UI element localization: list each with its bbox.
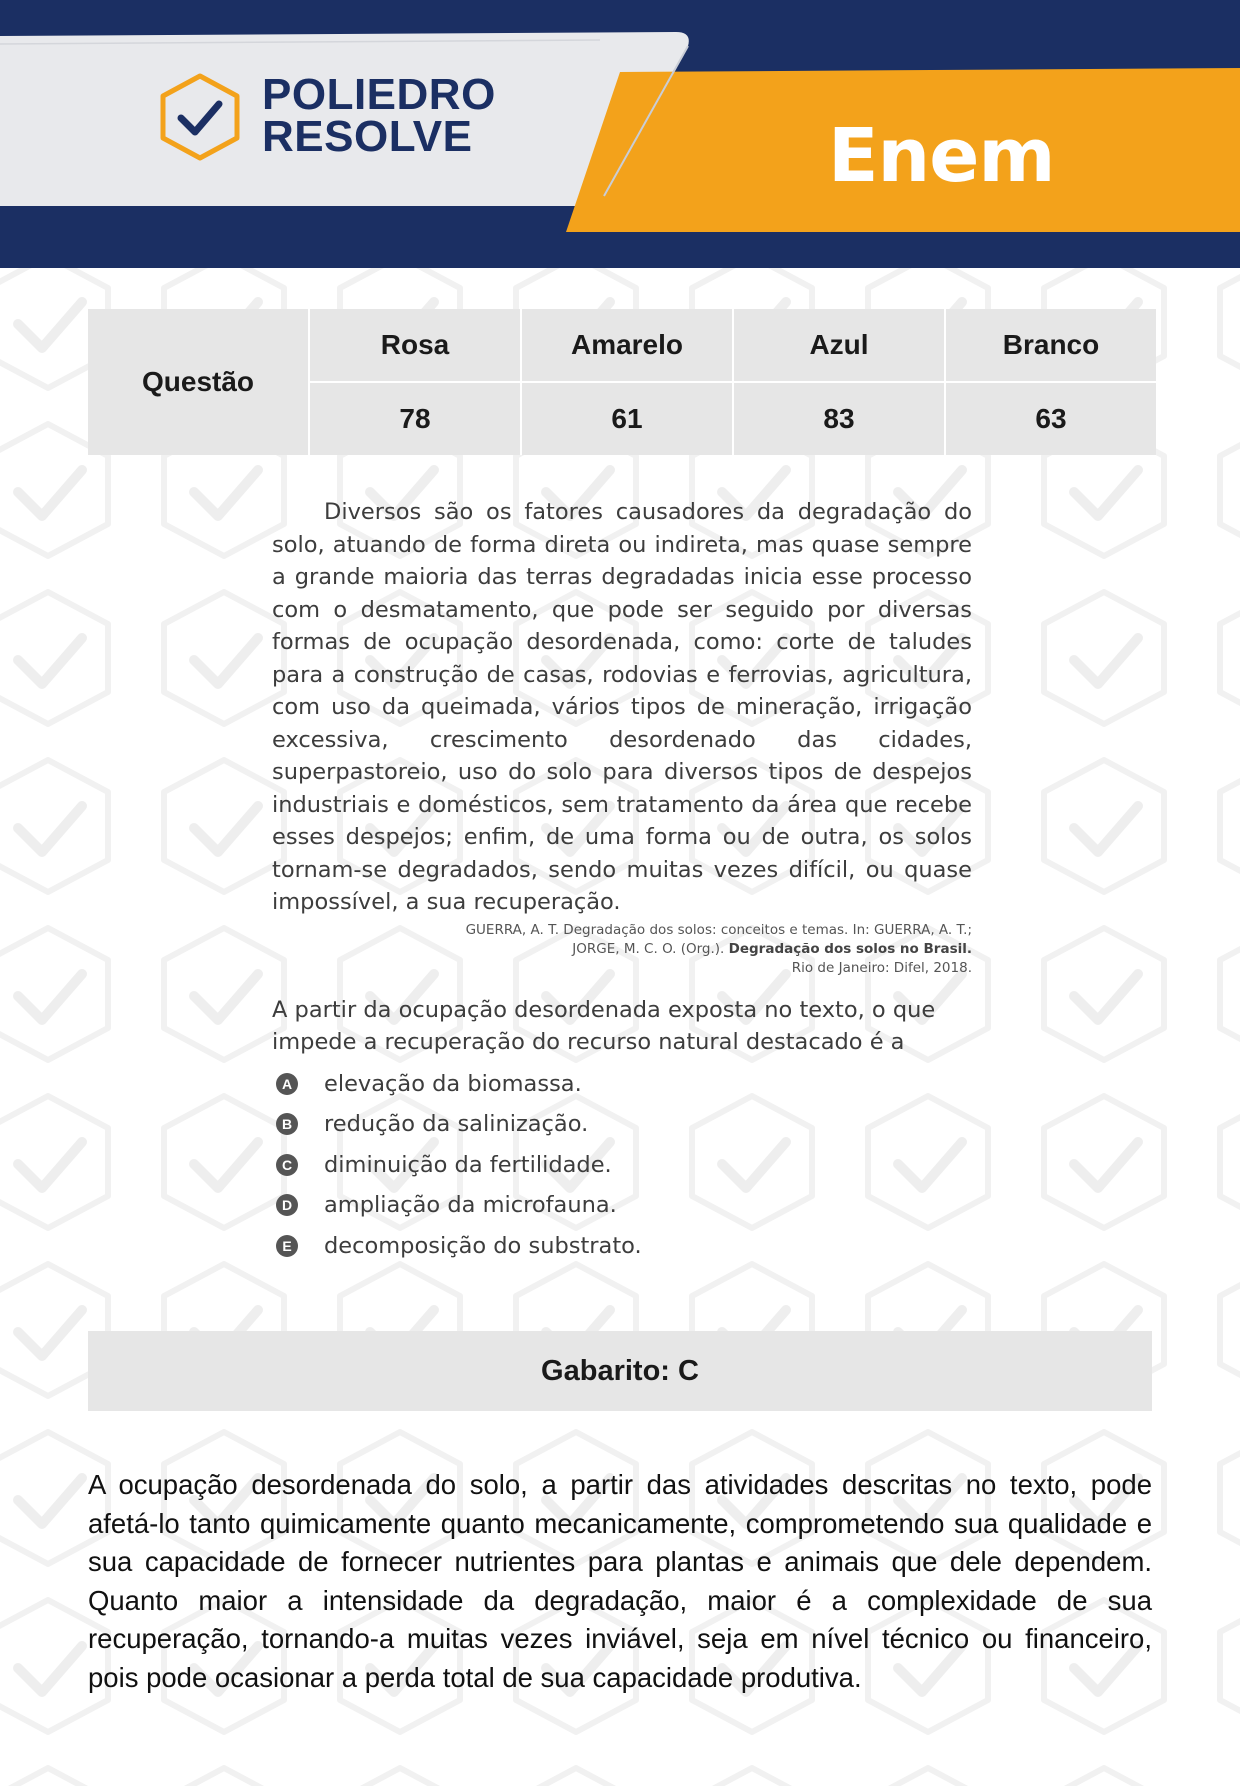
answer-key: Gabarito: C (541, 1354, 699, 1387)
alternative-text: ampliação da microfauna. (324, 1192, 617, 1219)
alternative-c (272, 1145, 972, 1186)
source-line-2 (272, 940, 972, 959)
page-header (0, 0, 1240, 268)
source-line-1: GUERRA, A. T. Degradação dos solos: conceitos e temas. In: GUERRA, A. T.; (465, 921, 972, 938)
brand-line-2: RESOLVE (262, 112, 473, 161)
source-book-title: Degradação dos solos no Brasil. (728, 940, 972, 957)
brand-line-1: POLIEDRO (262, 70, 496, 119)
alternative-letter-d-icon: D (276, 1194, 298, 1216)
checkmark-hexagon-logo-icon (155, 72, 245, 162)
question-number-table (88, 309, 1152, 455)
column-header-branco: Branco (946, 309, 1156, 381)
question-number-rosa: 78 (310, 383, 520, 455)
alternative-text: diminuição da fertilidade. (324, 1151, 612, 1178)
alternative-letter-b-icon: B (276, 1113, 298, 1135)
alternative-text: decomposição do substrato. (324, 1232, 642, 1259)
question-label: Questão (88, 309, 308, 455)
alternative-d (272, 1185, 972, 1226)
question-number-azul: 83 (734, 383, 944, 455)
column-header-azul: Azul (734, 309, 944, 381)
alternative-letter-e-icon: E (276, 1235, 298, 1257)
question-content (272, 496, 972, 1266)
exam-title: Enem (828, 113, 1055, 199)
question-source (272, 921, 972, 978)
alternative-e (272, 1226, 972, 1267)
brand-name (262, 70, 496, 161)
column-header-rosa: Rosa (310, 309, 520, 381)
source-editor: JORGE, M. C. O. (Org.). (572, 940, 725, 957)
alternative-letter-c-icon: C (276, 1154, 298, 1176)
question-number-branco: 63 (946, 383, 1156, 455)
question-text: Diversos são os fatores causadores da degradação do solo, atuando de forma direta ou indireta, mas quase sempre a grande maioria das terras degradadas inicia esse processo com o desmatamento, que pode ser seguido por diversas formas de ocupação desordenada, como: corte de taludes para a construção de casas, rodovias e ferrovias, agricultura, com uso da queimada, vários tipos de mineração, irrigação excessiva, crescimento desordenado das cidades, superpastoreio, uso do solo para diversos tipos de despejos industriais e domésticos, sem tratamento da área que recebe esses despejos; enfim, de uma forma ou de outra, os solos tornam-se degradados, sendo muitas vezes difícil, ou quase impossível, a sua recuperação. (272, 499, 972, 915)
alternatives-list (272, 1064, 972, 1267)
column-header-amarelo: Amarelo (522, 309, 732, 381)
alternative-letter-a-icon: A (276, 1073, 298, 1095)
answer-key-bar (88, 1331, 1152, 1411)
source-line-3: Rio de Janeiro: Difel, 2018. (791, 959, 972, 976)
alternative-a (272, 1064, 972, 1105)
question-number-amarelo: 61 (522, 383, 732, 455)
alternative-text: redução da salinização. (324, 1111, 589, 1138)
alternative-text: elevação da biomassa. (324, 1070, 582, 1097)
alternative-b (272, 1104, 972, 1145)
answer-explanation: A ocupação desordenada do solo, a partir das atividades descritas no texto, pode afetá-lo tanto quimicamente quanto mecanicamente, comprometendo sua qualidade e sua capacidade de fornecer nutrientes para plantas e animais que dele dependem. Quanto maior a intensidade da degradação, maior é a complexidade de sua recuperação, tornando-a muitas vezes inviável, seja em nível técnico ou financeiro, pois pode ocasionar a perda total de sua capacidade produtiva. (88, 1469, 1152, 1693)
question-prompt: A partir da ocupação desordenada exposta no texto, o que impede a recuperação do recurso natural destacado é a (272, 996, 936, 1055)
